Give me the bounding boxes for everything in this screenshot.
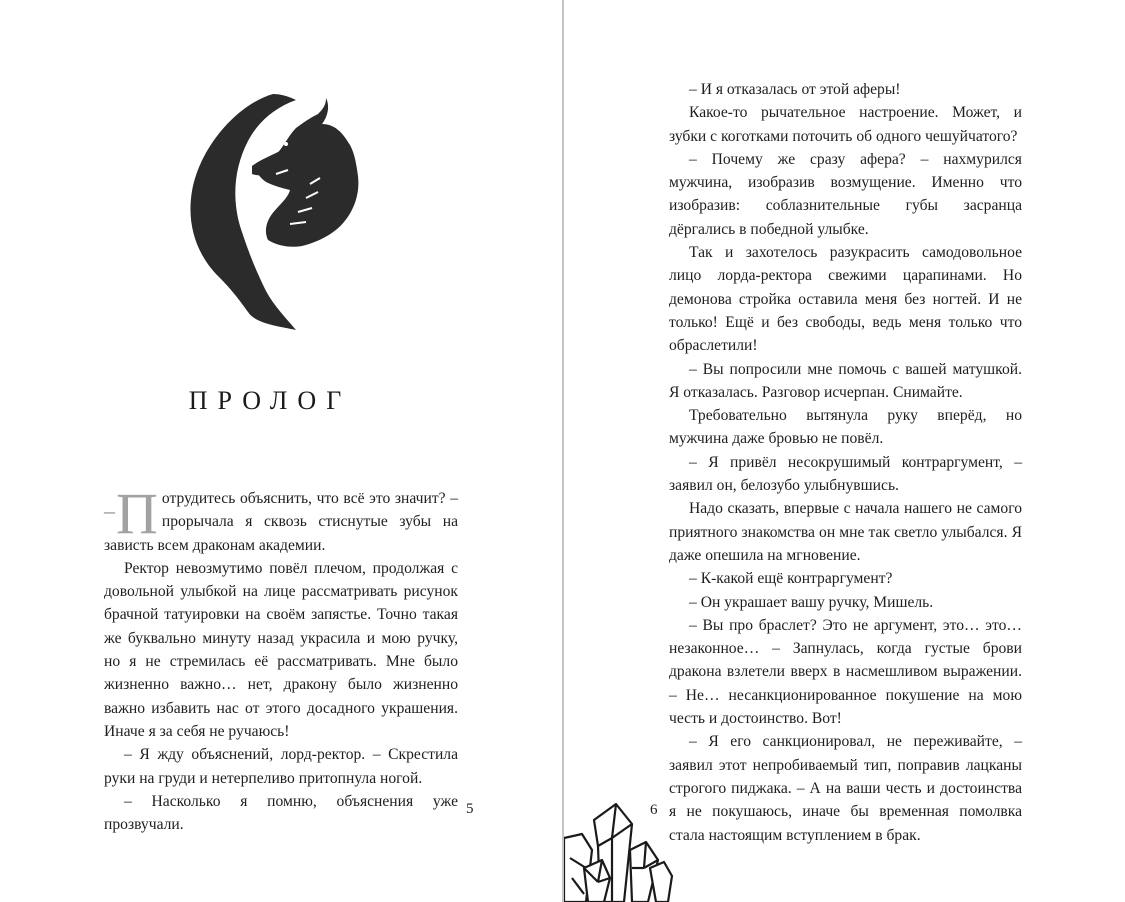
paragraph: Требовательно вытянула руку вперёд, но мужчина даже бровью не повёл. xyxy=(669,407,1022,448)
paragraph-text: отрудитесь объяснить, что всё это значит? – прорычала я сквозь стиснутые зубы на зависть всем драконам академии. xyxy=(104,490,458,554)
page-number: 6 xyxy=(650,802,658,818)
left-page xyxy=(0,0,562,902)
dropcap-letter: П xyxy=(116,481,158,546)
paragraph: Надо сказать, впервые с начала нашего не самого приятного знакомства он мне так светло улыбался. Я даже опешила на мгновение. xyxy=(669,500,1022,564)
dragon-emblem-icon xyxy=(178,86,363,331)
paragraph: – Почему же сразу афера? – нахмурился мужчина, изобразив возмущение. Именно что изобразив: соблазнительные губы засранца дёргались в победной улыбке. xyxy=(669,150,1022,238)
paragraph: – Я жду объяснений, лорд-ректор. – Скрестила руки на груди и нетерпеливо притопнула ногой. xyxy=(104,746,458,787)
paragraph: – Я его санкционировал, не переживайте, – заявил этот непробиваемый тип, поправив лацканы строгого пиджака. – А на ваши честь и достоинства я не покушаюсь, иначе бы временная помолвка стала настоящим вступлением в брак. xyxy=(669,733,1022,844)
paragraph: – К-какой ещё контраргумент? xyxy=(689,570,893,588)
paragraph: Так и захотелось разукрасить самодовольное лицо лорда-ректора свежими царапинами. Но демонова стройка оставила меня без ногтей. И не только! Ещё и без свободы, ведь меня только что обраслетили! xyxy=(669,244,1022,355)
paragraph: – И я отказалась от этой аферы! xyxy=(689,81,901,98)
paragraph xyxy=(104,481,458,557)
paragraph: – Вы попросили мне помочь с вашей матушкой. Я отказалась. Разговор исчерпан. Снимайте. xyxy=(669,360,1022,401)
dropcap xyxy=(104,481,158,546)
paragraph: – Он украшает вашу ручку, Мишель. xyxy=(689,593,934,611)
left-body-text xyxy=(104,481,458,836)
right-body-text xyxy=(669,78,1022,847)
crystals-ornament-icon xyxy=(564,798,674,902)
paragraph: Какое-то рычательное настроение. Может, и зубки с коготками поточить об одного чешуйчатого? xyxy=(669,104,1022,145)
paragraph: – Насколько я помню, объяснения уже прозвучали. xyxy=(104,792,458,834)
dropcap-dash: – xyxy=(104,498,115,523)
chapter-title: ПРОЛОГ xyxy=(188,386,352,415)
paragraph: – Вы про браслет? Это не аргумент, это… это… незаконное… – Запнулась, когда густые брови дракона взлетели вверх в насмешливом выражении. – Не… несанкционированное покушение на мою честь и достоинство. Вот! xyxy=(669,616,1022,728)
right-page xyxy=(564,0,1125,902)
page-number: 5 xyxy=(466,801,474,817)
paragraph: – Я привёл несокрушимый контраргумент, – заявил он, белозубо улыбнувшись. xyxy=(669,453,1022,495)
paragraph: Ректор невозмутимо повёл плечом, продолжая с довольной улыбкой на лице рассматривать рисунок брачной татуировки на своём запястье. Точно такая же буквально минуту назад украсила и мою ручку, но я не стремилась её рассматривать. Мне было жизненно важно… нет, дракону было жизненно важно избавить нас от этого досадного украшения. Иначе я за себя не ручаюсь! xyxy=(104,559,458,740)
